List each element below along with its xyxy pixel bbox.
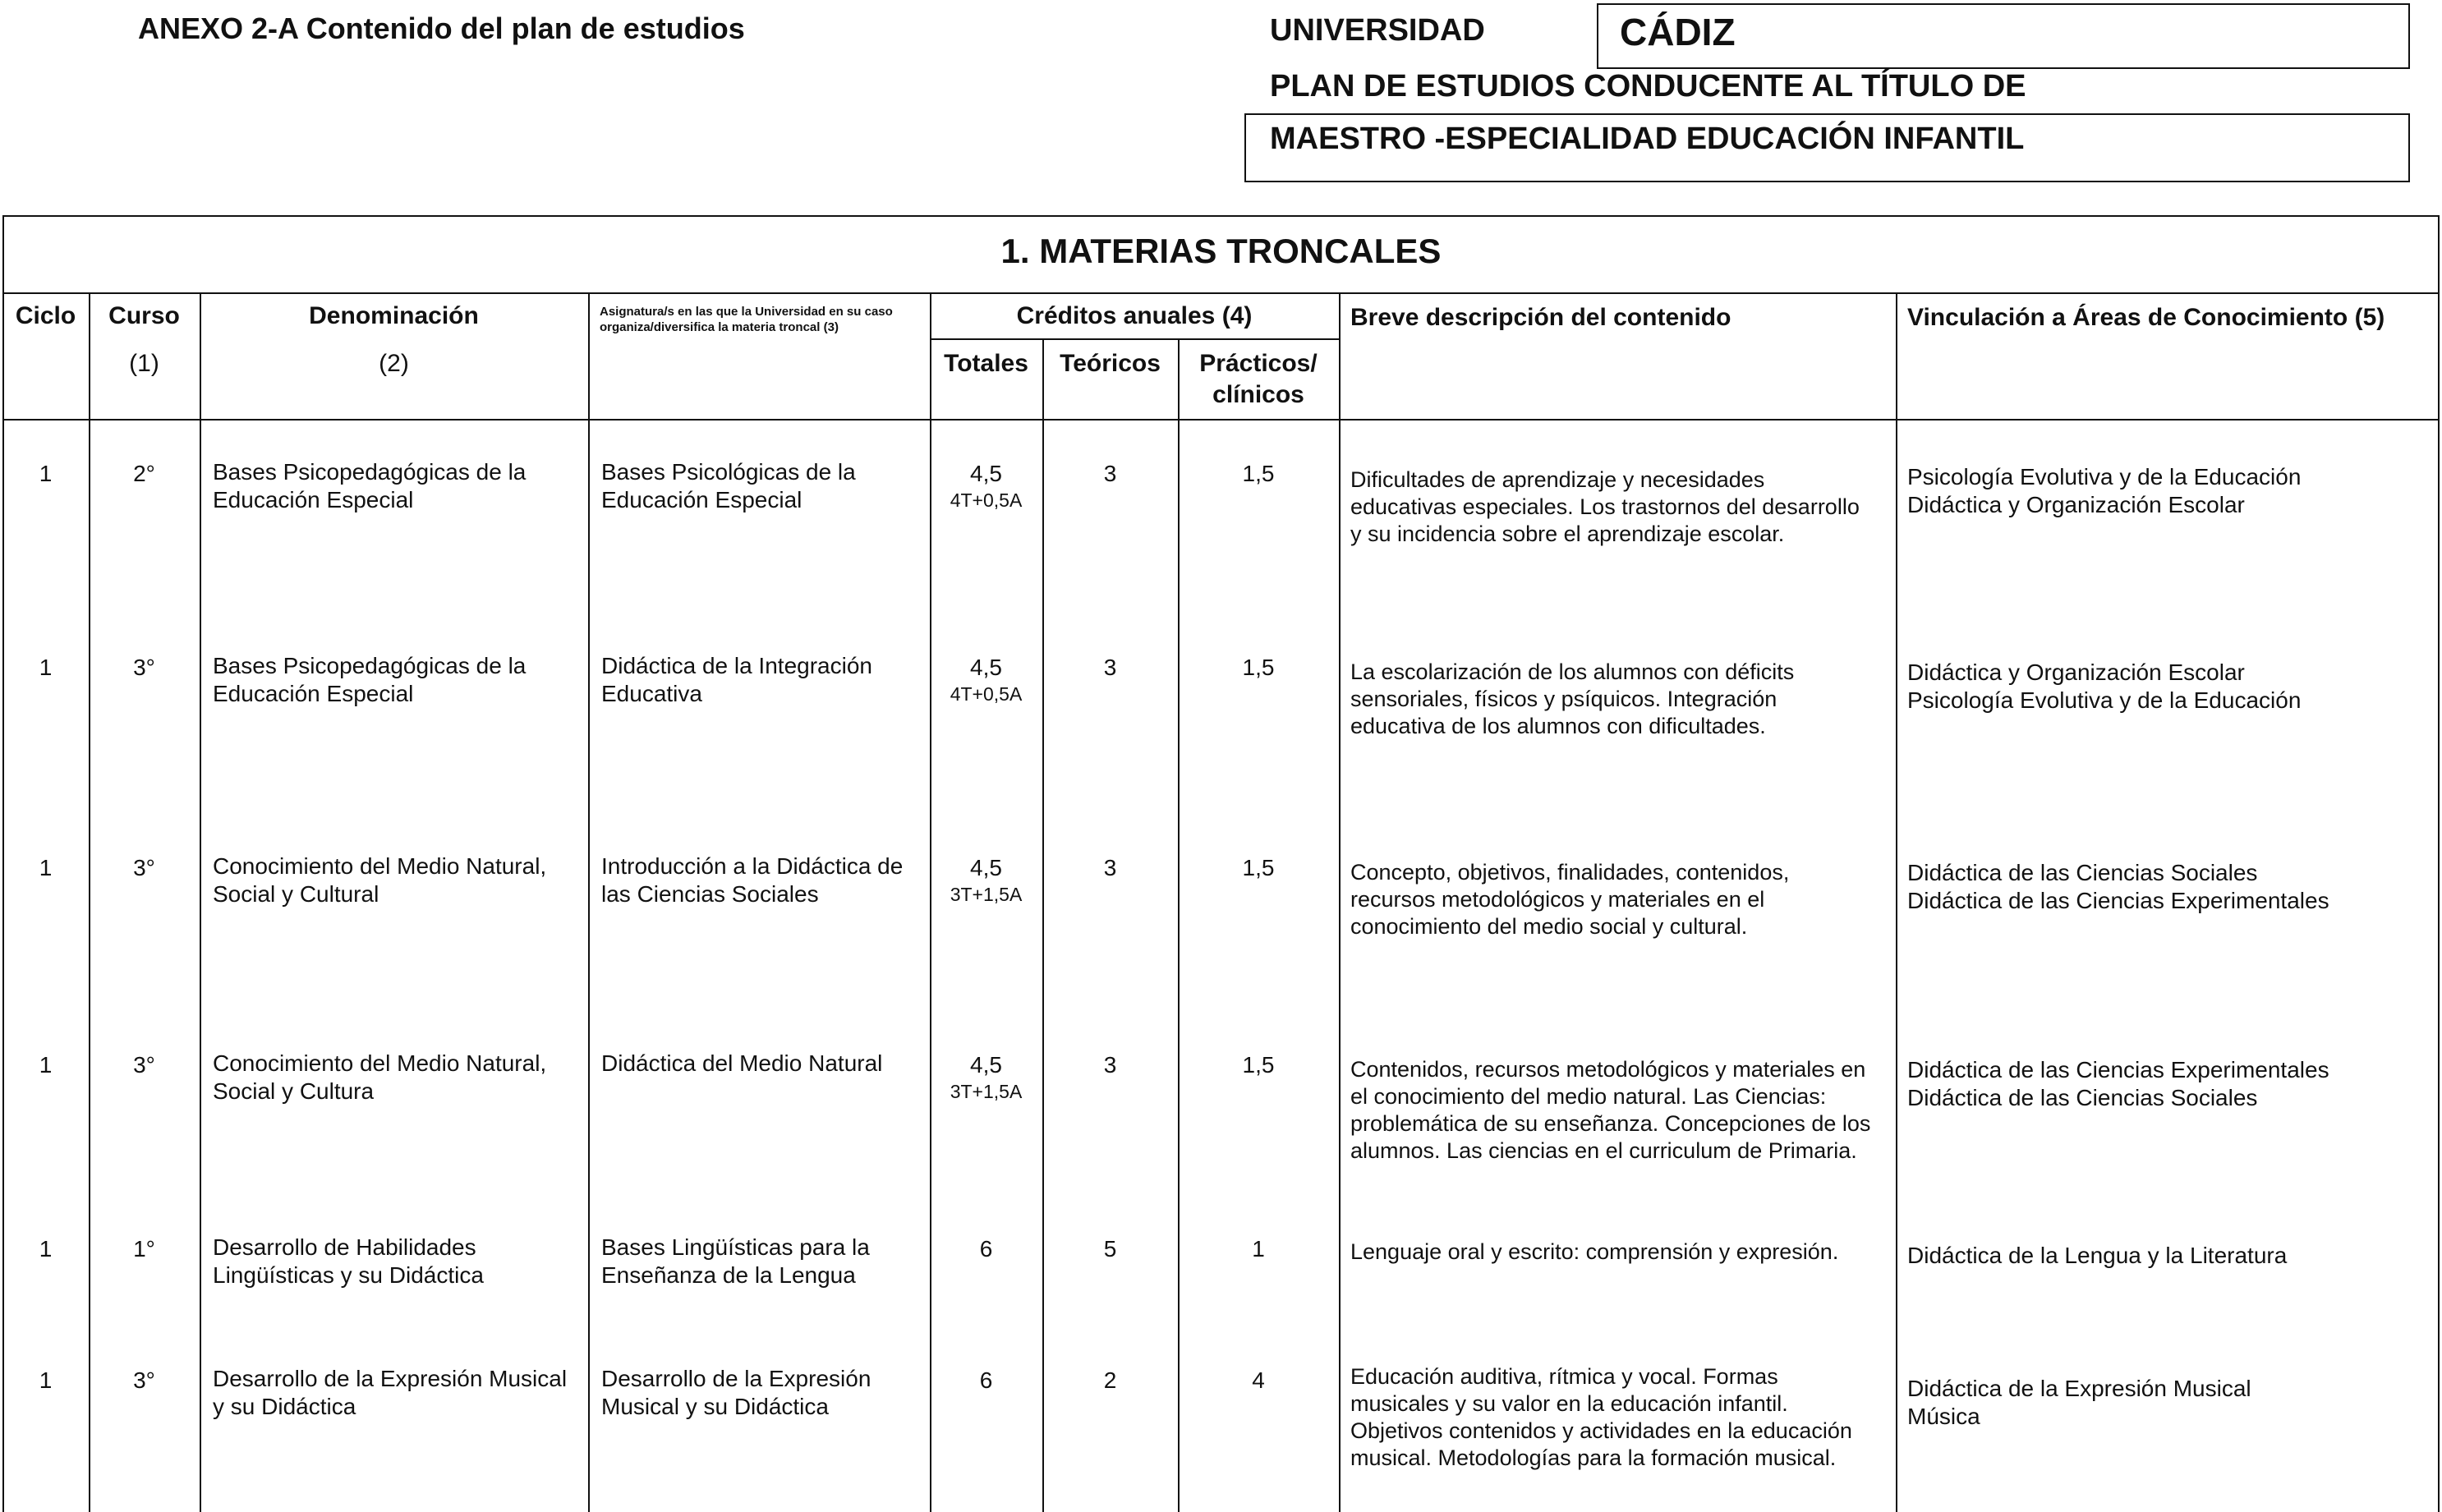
col-divider <box>1042 338 1044 1512</box>
row-1-totales-breakdown: 4T+0,5A <box>950 489 1023 511</box>
row-4-denominacion: Conocimiento del Medio Natural, Social y Cultura <box>213 1050 547 1104</box>
row-4-vinculacion: Didáctica de las Ciencias Experimentales Didáctica de las Ciencias Sociales <box>1907 1057 2329 1110</box>
row-2-totales: 4,5 4T+0,5A <box>930 654 1042 706</box>
row-3-totales: 4,5 3T+1,5A <box>930 854 1042 907</box>
row-5-denominacion: Desarrollo de Habilidades Lingüísticas y su Didáctica <box>213 1234 484 1288</box>
col-divider <box>200 292 201 1512</box>
university-value: CÁDIZ <box>1620 11 1736 53</box>
row-2-denominacion: Bases Psicopedagógicas de la Educación Especial <box>213 653 527 706</box>
col-header-creditos: Créditos anuales (4) <box>1016 302 1253 329</box>
row-2-practicos: 1,5 <box>1242 655 1275 680</box>
row-3-asignatura: Introducción a la Didáctica de las Ciencias Sociales <box>601 853 904 907</box>
row-3-descripcion: Concepto, objetivos, finalidades, contenidos, recursos metodológicos y materiales en el conocimiento del medio social y cultural. <box>1350 860 1790 939</box>
row-4-teoricos: 3 <box>1103 1052 1117 1078</box>
row-1-denominacion: Bases Psicopedagógicas de la Educación Especial <box>213 459 527 512</box>
row-3-denominacion: Conocimiento del Medio Natural, Social y Cultural <box>213 853 547 907</box>
credits-subheader-rule <box>930 338 1339 340</box>
col-header-descripcion: Breve descripción del contenido <box>1350 304 1731 331</box>
row-6-asignatura: Desarrollo de la Expresión Musical y su Didáctica <box>601 1366 871 1419</box>
row-5-practicos: 1 <box>1252 1236 1265 1262</box>
row-4-descripcion: Contenidos, recursos metodológicos y materiales en el conocimiento del medio natural. Las Ciencias: problemática de su enseñanza. Concepciones de los alumnos. Las ciencias en el curriculum de Primaria. <box>1350 1057 1871 1163</box>
row-2-asignatura: Didáctica de la Integración Educativa <box>601 653 872 706</box>
row-1-practicos: 1,5 <box>1242 461 1275 486</box>
row-5-descripcion: Lenguaje oral y escrito: comprensión y expresión. <box>1350 1239 1839 1264</box>
row-2-vinculacion: Didáctica y Organización Escolar Psicología Evolutiva y de la Educación <box>1907 659 2302 713</box>
row-1-descripcion: Dificultades de aprendizaje y necesidades educativas especiales. Los trastornos del desarrollo y su incidencia sobre el aprendizaje escolar. <box>1350 467 1860 546</box>
table-rule-top <box>2 292 2440 294</box>
table-header-bottom-rule <box>2 419 2440 421</box>
row-1-asignatura: Bases Psicológicas de la Educación Especial <box>601 459 856 512</box>
row-6-denominacion: Desarrollo de la Expresión Musical y su Didáctica <box>213 1366 568 1419</box>
col-divider <box>1896 292 1897 1512</box>
row-3-vinculacion: Didáctica de las Ciencias Sociales Didáctica de las Ciencias Experimentales <box>1907 860 2329 913</box>
row-4-ciclo: 1 <box>39 1052 53 1078</box>
col-header-totales: Totales <box>944 350 1028 377</box>
col-divider <box>588 292 590 1512</box>
row-6-descripcion: Educación auditiva, rítmica y vocal. Formas musicales y su valor en la educación infantil. Objetivos contenidos y actividades en la educación musical. Metodologías para la formación musical. <box>1350 1364 1852 1470</box>
row-4-totales: 4,5 3T+1,5A <box>930 1051 1042 1104</box>
row-6-ciclo: 1 <box>39 1367 53 1393</box>
university-label: UNIVERSIDAD <box>1270 13 1485 48</box>
row-5-teoricos: 5 <box>1103 1236 1117 1262</box>
col-header-vinculacion: Vinculación a Áreas de Conocimiento (5) <box>1907 304 2385 331</box>
col-divider <box>1178 338 1180 1512</box>
row-5-curso: 1° <box>133 1236 155 1262</box>
row-2-teoricos: 3 <box>1103 655 1117 680</box>
row-5-ciclo: 1 <box>39 1236 53 1262</box>
section-title: 1. MATERIAS TRONCALES <box>1000 232 1442 270</box>
row-3-totales-breakdown: 3T+1,5A <box>950 884 1023 905</box>
col-header-curso-note: (1) <box>129 350 159 377</box>
row-1-teoricos: 3 <box>1103 461 1117 486</box>
row-3-curso: 3° <box>133 855 155 880</box>
row-4-asignatura: Didáctica del Medio Natural <box>601 1050 883 1076</box>
row-5-vinculacion: Didáctica de la Lengua y la Literatura <box>1907 1243 2288 1268</box>
row-6-teoricos: 2 <box>1103 1367 1117 1393</box>
row-2-descripcion: La escolarización de los alumnos con déficits sensoriales, físicos y psíquicos. Integración educativa de los alumnos con dificultades. <box>1350 659 1795 738</box>
row-2-ciclo: 1 <box>39 655 53 680</box>
row-3-practicos: 1,5 <box>1242 855 1275 880</box>
row-4-curso: 3° <box>133 1052 155 1078</box>
row-5-asignatura: Bases Lingüísticas para la Enseñanza de la Lengua <box>601 1234 870 1288</box>
row-6-totales: 6 <box>979 1367 993 1393</box>
col-header-ciclo: Ciclo <box>15 302 76 329</box>
row-1-curso: 2° <box>133 461 155 486</box>
col-header-denominacion-note: (2) <box>379 350 409 377</box>
col-header-teoricos: Teóricos <box>1060 350 1161 377</box>
row-4-practicos: 1,5 <box>1242 1052 1275 1078</box>
row-1-ciclo: 1 <box>39 461 53 486</box>
row-2-curso: 3° <box>133 655 155 680</box>
row-3-ciclo: 1 <box>39 855 53 880</box>
row-6-curso: 3° <box>133 1367 155 1393</box>
annex-title: ANEXO 2-A Contenido del plan de estudios <box>138 11 745 45</box>
row-1-totales: 4,5 4T+0,5A <box>930 460 1042 512</box>
col-header-practicos: Prácticos/ clínicos <box>1199 350 1318 408</box>
row-3-teoricos: 3 <box>1103 855 1117 880</box>
row-4-totales-breakdown: 3T+1,5A <box>950 1081 1023 1102</box>
plan-label: PLAN DE ESTUDIOS CONDUCENTE AL TÍTULO DE <box>1270 69 2026 103</box>
degree-title: MAESTRO -ESPECIALIDAD EDUCACIÓN INFANTIL <box>1270 122 2025 156</box>
row-2-totales-breakdown: 4T+0,5A <box>950 683 1023 705</box>
col-header-asignatura: Asignatura/s en las que la Universidad en su caso organiza/diversifica la materia troncal (3) <box>600 305 893 334</box>
col-header-denominacion: Denominación <box>309 302 479 329</box>
row-6-vinculacion: Didáctica de la Expresión Musical Música <box>1907 1376 2251 1429</box>
row-1-vinculacion: Psicología Evolutiva y de la Educación Didáctica y Organización Escolar <box>1907 464 2302 517</box>
row-6-practicos: 4 <box>1252 1367 1265 1393</box>
col-header-curso: Curso <box>108 302 180 329</box>
row-5-totales: 6 <box>979 1236 993 1262</box>
col-divider <box>1339 292 1341 1512</box>
